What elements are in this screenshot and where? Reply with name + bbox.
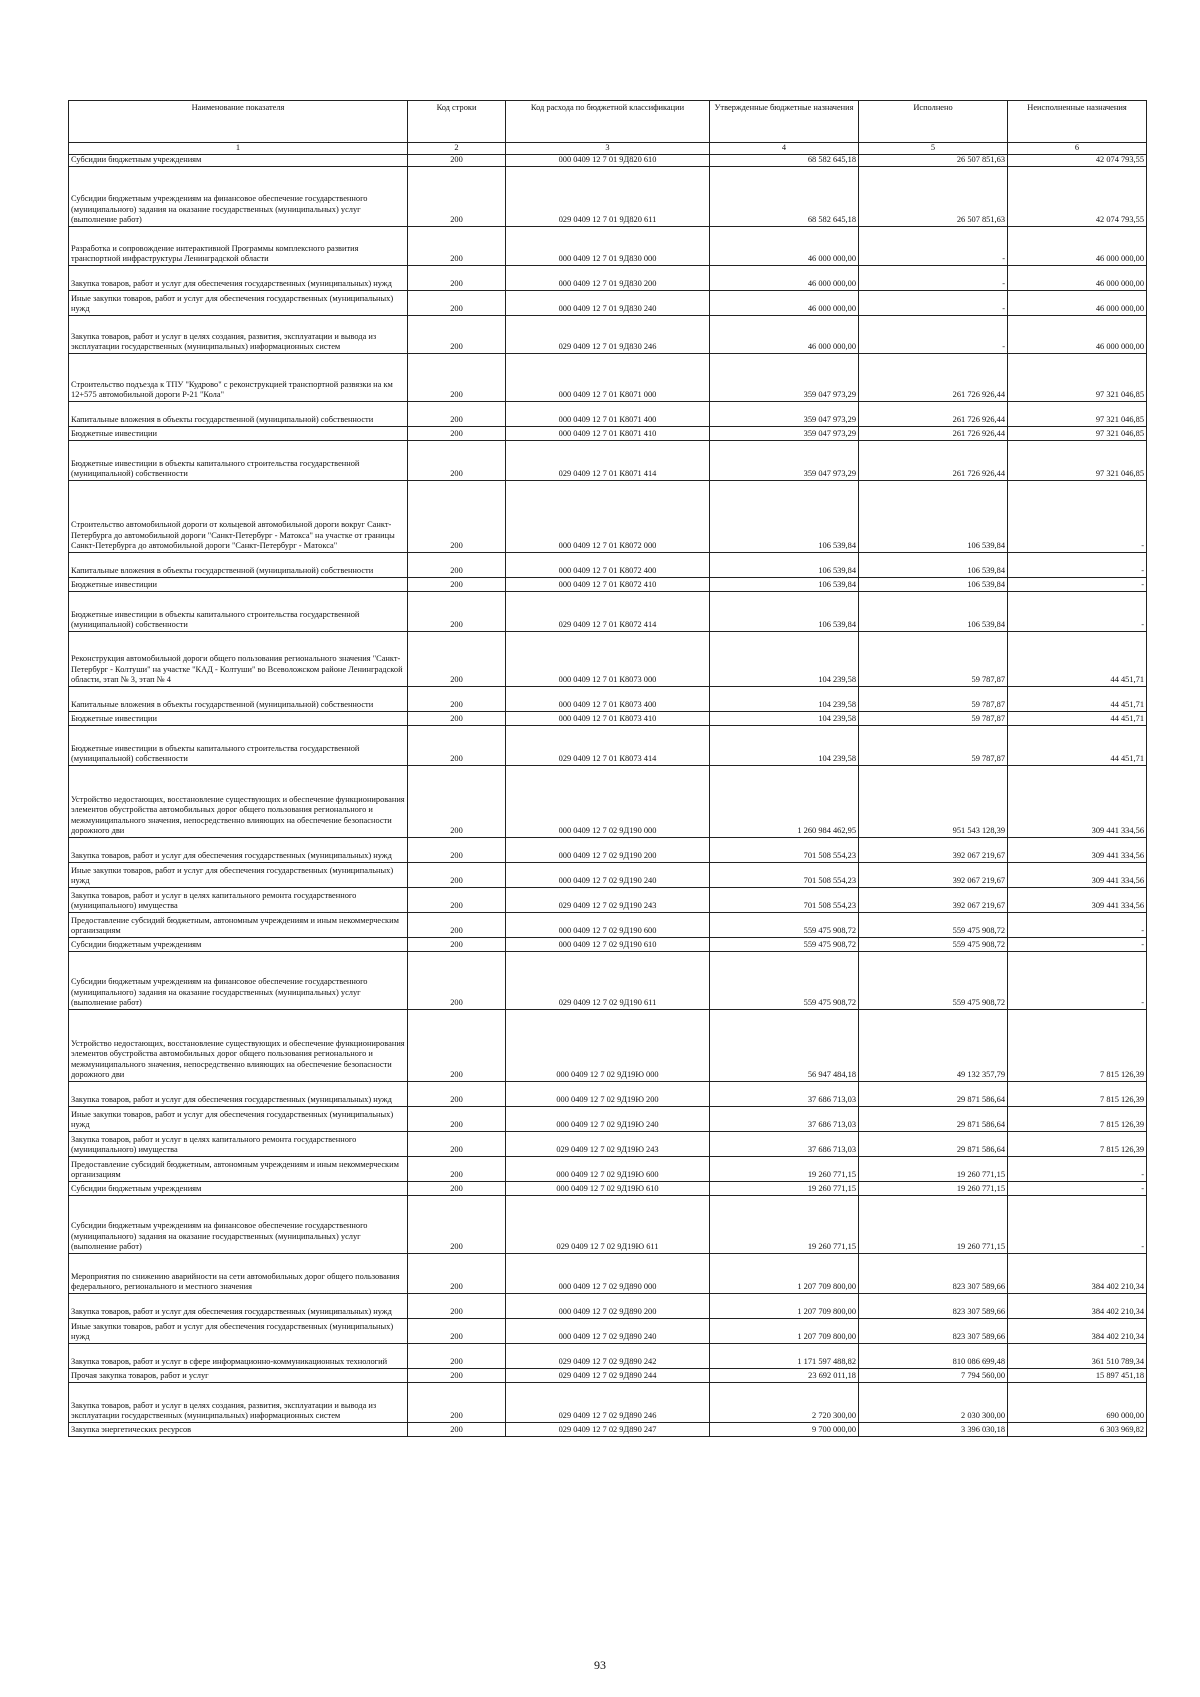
row-approved-cell: 1 207 709 800,00 <box>710 1294 859 1319</box>
row-unexecuted-cell: 690 000,00 <box>1008 1383 1147 1423</box>
row-line-code-cell: 200 <box>408 1010 506 1082</box>
row-unexecuted-cell: 384 402 210,34 <box>1008 1319 1147 1344</box>
row-name-cell: Бюджетные инвестиции в объекты капитального строительства государственной (муниципальной) собственности <box>69 441 408 481</box>
table-row <box>69 354 1147 402</box>
row-name-cell: Закупка товаров, работ и услуг в целях капитального ремонта государственного (муниципального) имущества <box>69 1132 408 1157</box>
row-executed-cell: 823 307 589,66 <box>859 1294 1008 1319</box>
row-budget-code-cell: 000 0409 12 7 02 9Д190 000 <box>506 766 710 838</box>
row-unexecuted-cell: - <box>1008 578 1147 592</box>
row-unexecuted-cell: 7 815 126,39 <box>1008 1010 1147 1082</box>
row-budget-code-cell: 029 0409 12 7 01 К8071 414 <box>506 441 710 481</box>
row-budget-code-cell: 000 0409 12 7 01 К8072 000 <box>506 481 710 553</box>
row-budget-code-cell: 000 0409 12 7 01 К8072 410 <box>506 578 710 592</box>
row-line-code-cell: 200 <box>408 1369 506 1383</box>
row-name-cell: Предоставление субсидий бюджетным, автономным учреждениям и иным некоммерческим организациям <box>69 1157 408 1182</box>
row-line-code-cell: 200 <box>408 1196 506 1254</box>
row-name-cell: Закупка товаров, работ и услуг для обеспечения государственных (муниципальных) нужд <box>69 838 408 863</box>
row-unexecuted-cell: 7 815 126,39 <box>1008 1132 1147 1157</box>
row-budget-code-cell: 029 0409 12 7 02 9Д19Ю 611 <box>506 1196 710 1254</box>
row-executed-cell: - <box>859 227 1008 266</box>
row-budget-code-cell: 000 0409 12 7 01 9Д830 240 <box>506 291 710 316</box>
row-name-cell: Бюджетные инвестиции в объекты капитального строительства государственной (муниципальной) собственности <box>69 726 408 766</box>
row-name-cell: Капитальные вложения в объекты государственной (муниципальной) собственности <box>69 402 408 427</box>
row-approved-cell: 701 508 554,23 <box>710 838 859 863</box>
row-approved-cell: 359 047 973,29 <box>710 354 859 402</box>
row-budget-code-cell: 029 0409 12 7 01 К8072 414 <box>506 592 710 632</box>
table-row <box>69 838 1147 863</box>
row-budget-code-cell: 000 0409 12 7 02 9Д190 200 <box>506 838 710 863</box>
row-line-code-cell: 200 <box>408 938 506 952</box>
row-approved-cell: 46 000 000,00 <box>710 227 859 266</box>
row-executed-cell: 559 475 908,72 <box>859 938 1008 952</box>
row-budget-code-cell: 000 0409 12 7 01 9Д830 200 <box>506 266 710 291</box>
table-row <box>69 441 1147 481</box>
row-budget-code-cell: 029 0409 12 7 02 9Д890 246 <box>506 1383 710 1423</box>
row-budget-code-cell: 000 0409 12 7 02 9Д190 610 <box>506 938 710 952</box>
row-budget-code-cell: 000 0409 12 7 02 9Д890 240 <box>506 1319 710 1344</box>
row-line-code-cell: 200 <box>408 402 506 427</box>
table-row <box>69 938 1147 952</box>
row-approved-cell: 2 720 300,00 <box>710 1383 859 1423</box>
row-approved-cell: 56 947 484,18 <box>710 1010 859 1082</box>
row-budget-code-cell: 000 0409 12 7 02 9Д890 000 <box>506 1254 710 1294</box>
row-approved-cell: 46 000 000,00 <box>710 291 859 316</box>
row-name-cell: Закупка товаров, работ и услуг в целях создания, развития, эксплуатации и вывода из эксплуатации государственных (муниципальных) информационных систем <box>69 1383 408 1423</box>
row-approved-cell: 104 239,58 <box>710 712 859 726</box>
row-executed-cell: 823 307 589,66 <box>859 1254 1008 1294</box>
row-name-cell: Иные закупки товаров, работ и услуг для обеспечения государственных (муниципальных) нужд <box>69 863 408 888</box>
row-name-cell: Капитальные вложения в объекты государственной (муниципальной) собственности <box>69 687 408 712</box>
header-num-4: 4 <box>710 143 859 155</box>
row-unexecuted-cell: 309 441 334,56 <box>1008 888 1147 913</box>
table-row <box>69 632 1147 687</box>
row-budget-code-cell: 000 0409 12 7 01 К8071 410 <box>506 427 710 441</box>
row-line-code-cell: 200 <box>408 578 506 592</box>
table-row <box>69 227 1147 266</box>
row-name-cell: Бюджетные инвестиции <box>69 578 408 592</box>
row-name-cell: Закупка товаров, работ и услуг в сфере информационно-коммуникационных технологий <box>69 1344 408 1369</box>
table-row <box>69 766 1147 838</box>
row-unexecuted-cell: 42 074 793,55 <box>1008 155 1147 167</box>
header-line-code: Код строки <box>408 101 506 143</box>
row-budget-code-cell: 029 0409 12 7 02 9Д190 611 <box>506 952 710 1010</box>
row-name-cell: Субсидии бюджетным учреждениям на финансовое обеспечение государственного (муниципального) задания на оказание государственных (муниципальных) услуг (выполнение работ) <box>69 167 408 227</box>
header-num-3: 3 <box>506 143 710 155</box>
row-unexecuted-cell: 46 000 000,00 <box>1008 227 1147 266</box>
row-unexecuted-cell: 309 441 334,56 <box>1008 863 1147 888</box>
row-name-cell: Бюджетные инвестиции <box>69 427 408 441</box>
row-executed-cell: 106 539,84 <box>859 553 1008 578</box>
table-row <box>69 1157 1147 1182</box>
table-row <box>69 1254 1147 1294</box>
row-approved-cell: 104 239,58 <box>710 687 859 712</box>
row-line-code-cell: 200 <box>408 888 506 913</box>
row-executed-cell: 19 260 771,15 <box>859 1196 1008 1254</box>
row-executed-cell: 29 871 586,64 <box>859 1132 1008 1157</box>
row-line-code-cell: 200 <box>408 1383 506 1423</box>
row-approved-cell: 19 260 771,15 <box>710 1157 859 1182</box>
row-unexecuted-cell: 309 441 334,56 <box>1008 838 1147 863</box>
row-approved-cell: 106 539,84 <box>710 553 859 578</box>
row-unexecuted-cell: - <box>1008 553 1147 578</box>
row-budget-code-cell: 029 0409 12 7 02 9Д890 247 <box>506 1423 710 1437</box>
row-approved-cell: 46 000 000,00 <box>710 316 859 354</box>
row-line-code-cell: 200 <box>408 441 506 481</box>
row-unexecuted-cell: 309 441 334,56 <box>1008 766 1147 838</box>
row-approved-cell: 1 171 597 488,82 <box>710 1344 859 1369</box>
header-name: Наименование показателя <box>69 101 408 143</box>
row-budget-code-cell: 029 0409 12 7 02 9Д19Ю 243 <box>506 1132 710 1157</box>
table-row <box>69 578 1147 592</box>
header-num-2: 2 <box>408 143 506 155</box>
table-row <box>69 913 1147 938</box>
row-approved-cell: 1 260 984 462,95 <box>710 766 859 838</box>
row-unexecuted-cell: 44 451,71 <box>1008 687 1147 712</box>
row-line-code-cell: 200 <box>408 553 506 578</box>
row-approved-cell: 46 000 000,00 <box>710 266 859 291</box>
row-unexecuted-cell: 46 000 000,00 <box>1008 291 1147 316</box>
row-unexecuted-cell: 7 815 126,39 <box>1008 1082 1147 1107</box>
row-line-code-cell: 200 <box>408 913 506 938</box>
row-unexecuted-cell: 384 402 210,34 <box>1008 1254 1147 1294</box>
row-executed-cell: 261 726 926,44 <box>859 441 1008 481</box>
table-row <box>69 427 1147 441</box>
table-row <box>69 167 1147 227</box>
row-budget-code-cell: 000 0409 12 7 01 К8072 400 <box>506 553 710 578</box>
row-approved-cell: 701 508 554,23 <box>710 888 859 913</box>
budget-execution-table-sheet <box>68 100 1146 1437</box>
row-name-cell: Субсидии бюджетным учреждениям <box>69 938 408 952</box>
table-row <box>69 553 1147 578</box>
row-budget-code-cell: 029 0409 12 7 01 К8073 414 <box>506 726 710 766</box>
row-approved-cell: 1 207 709 800,00 <box>710 1254 859 1294</box>
row-executed-cell: 26 507 851,63 <box>859 155 1008 167</box>
header-num-1: 1 <box>69 143 408 155</box>
row-approved-cell: 559 475 908,72 <box>710 938 859 952</box>
row-line-code-cell: 200 <box>408 592 506 632</box>
row-budget-code-cell: 000 0409 12 7 01 К8073 000 <box>506 632 710 687</box>
row-approved-cell: 559 475 908,72 <box>710 952 859 1010</box>
table-row <box>69 402 1147 427</box>
row-budget-code-cell: 000 0409 12 7 02 9Д19Ю 600 <box>506 1157 710 1182</box>
row-unexecuted-cell: 42 074 793,55 <box>1008 167 1147 227</box>
row-name-cell: Мероприятия по снижению аварийности на сети автомобильных дорог общего пользования федерального, регионального и местного значения <box>69 1254 408 1294</box>
row-budget-code-cell: 029 0409 12 7 02 9Д890 244 <box>506 1369 710 1383</box>
row-approved-cell: 559 475 908,72 <box>710 913 859 938</box>
header-num-5: 5 <box>859 143 1008 155</box>
table-row <box>69 481 1147 553</box>
row-approved-cell: 359 047 973,29 <box>710 402 859 427</box>
row-executed-cell: 59 787,87 <box>859 632 1008 687</box>
row-name-cell: Закупка товаров, работ и услуг в целях создания, развития, эксплуатации и вывода из эксплуатации государственных (муниципальных) информационных систем <box>69 316 408 354</box>
row-name-cell: Иные закупки товаров, работ и услуг для обеспечения государственных (муниципальных) нужд <box>69 291 408 316</box>
header-row <box>69 101 1147 143</box>
row-name-cell: Субсидии бюджетным учреждениям на финансовое обеспечение государственного (муниципального) задания на оказание государственных (муниципальных) услуг (выполнение работ) <box>69 1196 408 1254</box>
row-unexecuted-cell: 6 303 969,82 <box>1008 1423 1147 1437</box>
row-unexecuted-cell: - <box>1008 1196 1147 1254</box>
row-executed-cell: 59 787,87 <box>859 687 1008 712</box>
row-unexecuted-cell: 15 897 451,18 <box>1008 1369 1147 1383</box>
row-unexecuted-cell: 384 402 210,34 <box>1008 1294 1147 1319</box>
row-approved-cell: 106 539,84 <box>710 592 859 632</box>
row-name-cell: Разработка и сопровождение интерактивной Программы комплексного развития транспортной инфраструктуры Ленинградской области <box>69 227 408 266</box>
row-name-cell: Прочая закупка товаров, работ и услуг <box>69 1369 408 1383</box>
row-executed-cell: 261 726 926,44 <box>859 354 1008 402</box>
row-budget-code-cell: 029 0409 12 7 02 9Д890 242 <box>506 1344 710 1369</box>
row-name-cell: Закупка энергетических ресурсов <box>69 1423 408 1437</box>
row-executed-cell: 106 539,84 <box>859 578 1008 592</box>
row-line-code-cell: 200 <box>408 316 506 354</box>
row-executed-cell: 559 475 908,72 <box>859 913 1008 938</box>
row-unexecuted-cell: 44 451,71 <box>1008 632 1147 687</box>
row-budget-code-cell: 000 0409 12 7 02 9Д19Ю 000 <box>506 1010 710 1082</box>
row-unexecuted-cell: - <box>1008 938 1147 952</box>
table-row <box>69 1344 1147 1369</box>
row-line-code-cell: 200 <box>408 167 506 227</box>
budget-execution-table <box>68 100 1147 1437</box>
row-approved-cell: 19 260 771,15 <box>710 1196 859 1254</box>
table-row <box>69 266 1147 291</box>
row-executed-cell: - <box>859 266 1008 291</box>
row-line-code-cell: 200 <box>408 354 506 402</box>
row-approved-cell: 106 539,84 <box>710 481 859 553</box>
row-line-code-cell: 200 <box>408 838 506 863</box>
row-line-code-cell: 200 <box>408 687 506 712</box>
row-unexecuted-cell: 361 510 789,34 <box>1008 1344 1147 1369</box>
row-line-code-cell: 200 <box>408 1254 506 1294</box>
table-row <box>69 1010 1147 1082</box>
row-approved-cell: 37 686 713,03 <box>710 1107 859 1132</box>
table-header <box>69 101 1147 155</box>
table-row <box>69 726 1147 766</box>
row-budget-code-cell: 000 0409 12 7 02 9Д190 240 <box>506 863 710 888</box>
row-approved-cell: 68 582 645,18 <box>710 167 859 227</box>
row-unexecuted-cell: 7 815 126,39 <box>1008 1107 1147 1132</box>
row-name-cell: Устройство недостающих, восстановление существующих и обеспечение функционирования элементов обустройства автомобильных дорог общего пользования регионального и межмуниципального значения, непосредственно влияющих на обеспечение безопасности дорожного дви <box>69 766 408 838</box>
row-line-code-cell: 200 <box>408 1423 506 1437</box>
table-row <box>69 291 1147 316</box>
row-name-cell: Закупка товаров, работ и услуг в целях капитального ремонта государственного (муниципального) имущества <box>69 888 408 913</box>
row-executed-cell: 559 475 908,72 <box>859 952 1008 1010</box>
row-line-code-cell: 200 <box>408 1107 506 1132</box>
row-line-code-cell: 200 <box>408 1082 506 1107</box>
row-approved-cell: 104 239,58 <box>710 632 859 687</box>
row-budget-code-cell: 000 0409 12 7 02 9Д890 200 <box>506 1294 710 1319</box>
row-line-code-cell: 200 <box>408 1132 506 1157</box>
row-budget-code-cell: 000 0409 12 7 01 К8073 410 <box>506 712 710 726</box>
row-budget-code-cell: 000 0409 12 7 01 К8071 000 <box>506 354 710 402</box>
row-executed-cell: 19 260 771,15 <box>859 1157 1008 1182</box>
table-row <box>69 712 1147 726</box>
row-executed-cell: 3 396 030,18 <box>859 1423 1008 1437</box>
row-executed-cell: 7 794 560,00 <box>859 1369 1008 1383</box>
row-budget-code-cell: 000 0409 12 7 01 К8071 400 <box>506 402 710 427</box>
row-unexecuted-cell: - <box>1008 592 1147 632</box>
row-name-cell: Устройство недостающих, восстановление существующих и обеспечение функционирования элементов обустройства автомобильных дорог общего пользования регионального и межмуниципального значения, непосредственно влияющих на обеспечение безопасности дорожного дви <box>69 1010 408 1082</box>
row-name-cell: Закупка товаров, работ и услуг для обеспечения государственных (муниципальных) нужд <box>69 1294 408 1319</box>
table-row <box>69 687 1147 712</box>
row-name-cell: Закупка товаров, работ и услуг для обеспечения государственных (муниципальных) нужд <box>69 1082 408 1107</box>
row-executed-cell: 261 726 926,44 <box>859 427 1008 441</box>
row-executed-cell: 2 030 300,00 <box>859 1383 1008 1423</box>
row-approved-cell: 9 700 000,00 <box>710 1423 859 1437</box>
row-executed-cell: 392 067 219,67 <box>859 888 1008 913</box>
table-row <box>69 1319 1147 1344</box>
table-row <box>69 1423 1147 1437</box>
row-unexecuted-cell: 46 000 000,00 <box>1008 266 1147 291</box>
row-executed-cell: 392 067 219,67 <box>859 863 1008 888</box>
row-budget-code-cell: 000 0409 12 7 01 9Д830 000 <box>506 227 710 266</box>
row-name-cell: Реконструкция автомобильной дороги общего пользования регионального значения "Санкт-Петербург - Колтуши" на участке "КАД - Колтуши" во Всеволожском районе Ленинградской области, этап № 3, этап № 4 <box>69 632 408 687</box>
row-line-code-cell: 200 <box>408 266 506 291</box>
row-budget-code-cell: 000 0409 12 7 01 К8073 400 <box>506 687 710 712</box>
row-approved-cell: 104 239,58 <box>710 726 859 766</box>
table-row <box>69 1082 1147 1107</box>
table-row <box>69 316 1147 354</box>
header-unexecuted: Неисполненные назначения <box>1008 101 1147 143</box>
row-budget-code-cell: 000 0409 12 7 02 9Д19Ю 200 <box>506 1082 710 1107</box>
row-unexecuted-cell: 97 321 046,85 <box>1008 402 1147 427</box>
row-executed-cell: 19 260 771,15 <box>859 1182 1008 1196</box>
row-unexecuted-cell: 97 321 046,85 <box>1008 441 1147 481</box>
row-executed-cell: 106 539,84 <box>859 592 1008 632</box>
row-line-code-cell: 200 <box>408 632 506 687</box>
row-executed-cell: 29 871 586,64 <box>859 1107 1008 1132</box>
table-row <box>69 1383 1147 1423</box>
row-name-cell: Строительство автомобильной дороги от кольцевой автомобильной дороги вокруг Санкт-Петербурга до автомобильной дороги "Санкт-Петербург - Матокса" на участке от границы Санкт-Петербурга до автомобильной дороги "Санкт-Петербург - Матокса" <box>69 481 408 553</box>
row-name-cell: Субсидии бюджетным учреждениям на финансовое обеспечение государственного (муниципального) задания на оказание государственных (муниципальных) услуг (выполнение работ) <box>69 952 408 1010</box>
row-approved-cell: 359 047 973,29 <box>710 427 859 441</box>
row-executed-cell: 26 507 851,63 <box>859 167 1008 227</box>
row-line-code-cell: 200 <box>408 1182 506 1196</box>
row-name-cell: Субсидии бюджетным учреждениям <box>69 155 408 167</box>
row-executed-cell: 823 307 589,66 <box>859 1319 1008 1344</box>
table-row <box>69 888 1147 913</box>
row-executed-cell: 59 787,87 <box>859 726 1008 766</box>
row-line-code-cell: 200 <box>408 1294 506 1319</box>
row-budget-code-cell: 029 0409 12 7 01 9Д820 611 <box>506 167 710 227</box>
header-executed: Исполнено <box>859 101 1008 143</box>
row-executed-cell: 810 086 699,48 <box>859 1344 1008 1369</box>
row-name-cell: Строительство подъезда к ТПУ "Кудрово" с реконструкцией транспортной развязки на км 12+575 автомобильной дороги Р-21 "Кола" <box>69 354 408 402</box>
row-line-code-cell: 200 <box>408 155 506 167</box>
row-budget-code-cell: 029 0409 12 7 01 9Д830 246 <box>506 316 710 354</box>
row-line-code-cell: 200 <box>408 227 506 266</box>
row-unexecuted-cell: 97 321 046,85 <box>1008 427 1147 441</box>
header-number-row <box>69 143 1147 155</box>
row-unexecuted-cell: - <box>1008 952 1147 1010</box>
row-name-cell: Закупка товаров, работ и услуг для обеспечения государственных (муниципальных) нужд <box>69 266 408 291</box>
row-line-code-cell: 200 <box>408 1319 506 1344</box>
row-executed-cell: 49 132 357,79 <box>859 1010 1008 1082</box>
table-row <box>69 1132 1147 1157</box>
row-approved-cell: 68 582 645,18 <box>710 155 859 167</box>
table-row <box>69 952 1147 1010</box>
row-budget-code-cell: 000 0409 12 7 02 9Д19Ю 610 <box>506 1182 710 1196</box>
row-name-cell: Иные закупки товаров, работ и услуг для обеспечения государственных (муниципальных) нужд <box>69 1319 408 1344</box>
row-approved-cell: 19 260 771,15 <box>710 1182 859 1196</box>
row-executed-cell: 392 067 219,67 <box>859 838 1008 863</box>
row-line-code-cell: 200 <box>408 766 506 838</box>
row-budget-code-cell: 000 0409 12 7 02 9Д19Ю 240 <box>506 1107 710 1132</box>
row-executed-cell: 29 871 586,64 <box>859 1082 1008 1107</box>
row-name-cell: Субсидии бюджетным учреждениям <box>69 1182 408 1196</box>
row-name-cell: Иные закупки товаров, работ и услуг для обеспечения государственных (муниципальных) нужд <box>69 1107 408 1132</box>
row-unexecuted-cell: 44 451,71 <box>1008 726 1147 766</box>
row-executed-cell: - <box>859 316 1008 354</box>
row-approved-cell: 23 692 011,18 <box>710 1369 859 1383</box>
header-approved: Утвержденные бюджетные назначения <box>710 101 859 143</box>
row-line-code-cell: 200 <box>408 481 506 553</box>
row-line-code-cell: 200 <box>408 952 506 1010</box>
row-line-code-cell: 200 <box>408 1157 506 1182</box>
row-line-code-cell: 200 <box>408 712 506 726</box>
row-unexecuted-cell: - <box>1008 913 1147 938</box>
row-executed-cell: 59 787,87 <box>859 712 1008 726</box>
row-budget-code-cell: 000 0409 12 7 01 9Д820 610 <box>506 155 710 167</box>
table-row <box>69 1107 1147 1132</box>
row-executed-cell: 261 726 926,44 <box>859 402 1008 427</box>
table-row <box>69 1294 1147 1319</box>
table-body <box>69 155 1147 1437</box>
row-name-cell: Капитальные вложения в объекты государственной (муниципальной) собственности <box>69 553 408 578</box>
row-line-code-cell: 200 <box>408 863 506 888</box>
row-executed-cell: 106 539,84 <box>859 481 1008 553</box>
row-unexecuted-cell: - <box>1008 481 1147 553</box>
row-name-cell: Предоставление субсидий бюджетным, автономным учреждениям и иным некоммерческим организациям <box>69 913 408 938</box>
table-row <box>69 592 1147 632</box>
header-budget-code: Код расхода по бюджетной классификации <box>506 101 710 143</box>
row-approved-cell: 106 539,84 <box>710 578 859 592</box>
row-name-cell: Бюджетные инвестиции в объекты капитального строительства государственной (муниципальной) собственности <box>69 592 408 632</box>
row-approved-cell: 701 508 554,23 <box>710 863 859 888</box>
row-executed-cell: - <box>859 291 1008 316</box>
table-row <box>69 1182 1147 1196</box>
header-num-6: 6 <box>1008 143 1147 155</box>
row-approved-cell: 37 686 713,03 <box>710 1082 859 1107</box>
row-line-code-cell: 200 <box>408 291 506 316</box>
table-row <box>69 863 1147 888</box>
table-row <box>69 155 1147 167</box>
row-name-cell: Бюджетные инвестиции <box>69 712 408 726</box>
row-unexecuted-cell: - <box>1008 1182 1147 1196</box>
table-row <box>69 1196 1147 1254</box>
row-executed-cell: 951 543 128,39 <box>859 766 1008 838</box>
row-line-code-cell: 200 <box>408 726 506 766</box>
row-unexecuted-cell: 97 321 046,85 <box>1008 354 1147 402</box>
row-line-code-cell: 200 <box>408 1344 506 1369</box>
row-approved-cell: 359 047 973,29 <box>710 441 859 481</box>
row-approved-cell: 37 686 713,03 <box>710 1132 859 1157</box>
table-row <box>69 1369 1147 1383</box>
row-line-code-cell: 200 <box>408 427 506 441</box>
row-unexecuted-cell: - <box>1008 1157 1147 1182</box>
row-unexecuted-cell: 46 000 000,00 <box>1008 316 1147 354</box>
page-number: 93 <box>594 1658 606 1672</box>
row-approved-cell: 1 207 709 800,00 <box>710 1319 859 1344</box>
row-budget-code-cell: 000 0409 12 7 02 9Д190 600 <box>506 913 710 938</box>
row-unexecuted-cell: 44 451,71 <box>1008 712 1147 726</box>
row-budget-code-cell: 029 0409 12 7 02 9Д190 243 <box>506 888 710 913</box>
